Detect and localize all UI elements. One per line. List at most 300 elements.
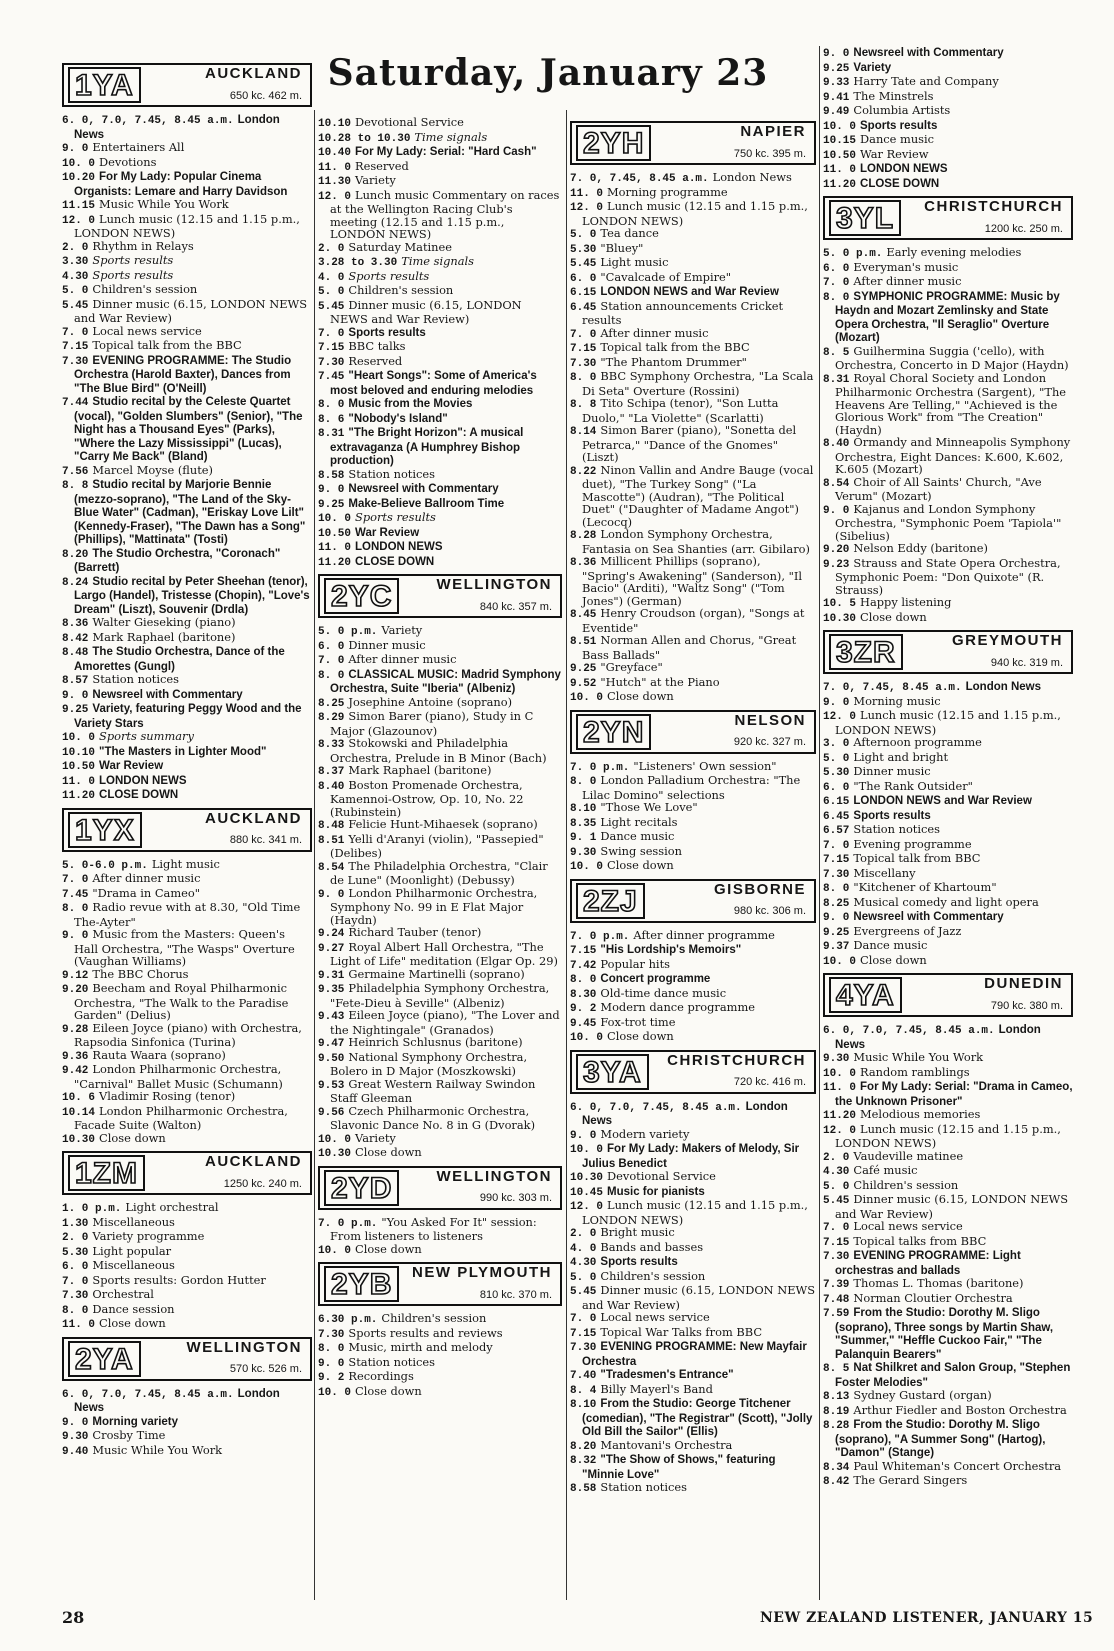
- program-title: London News: [74, 114, 280, 141]
- program-time: 7.44: [62, 397, 89, 409]
- program-time: 9. 0: [318, 888, 345, 901]
- station-frequency: 880 kc. 341 m.: [229, 834, 302, 846]
- program-title: Dinner music (6.15, LONDON NEWS and War Review): [74, 296, 308, 325]
- program-title: The Studio Orchestra, "Coronach" (Barrett): [74, 547, 281, 574]
- program-entry: [570, 972, 816, 987]
- station-callsign: 2ZJ: [576, 883, 645, 919]
- program-title: Miscellaneous: [92, 1258, 175, 1272]
- program-time: 7.30: [318, 1328, 345, 1341]
- program-time: 7.45: [62, 888, 89, 901]
- program-title: Ninon Vallin and Andre Bauge (vocal duet), "The Turkey Song" ("La Mascotte") (Audran), "The Political Duet" ("Daughter of Madame Angot") (Lecocq): [582, 462, 814, 529]
- program-entry: [318, 1132, 562, 1147]
- program-title: Close down: [99, 1130, 166, 1145]
- program-entry: [318, 1327, 562, 1342]
- program-entry: [62, 1090, 312, 1105]
- program-entry: [62, 759, 312, 774]
- program-entry: [62, 113, 312, 141]
- program-time: 6. 0, 7.0, 7.45, 8.45 a.m.: [62, 1388, 234, 1401]
- program-title: Station notices: [600, 1480, 687, 1494]
- station-city: NAPIER: [740, 123, 806, 140]
- station-header: [62, 63, 312, 107]
- program-entry: [823, 1277, 1073, 1292]
- program-title: Children's session: [381, 1311, 487, 1325]
- program-entry: [62, 339, 312, 354]
- program-time: 6.30 p.m.: [318, 1314, 378, 1326]
- program-time: 1.30: [62, 1217, 89, 1230]
- program-entry: [823, 1108, 1073, 1123]
- station-frequency: 1250 kc. 240 m.: [223, 1177, 302, 1190]
- program-time: 9.45: [570, 1017, 597, 1030]
- program-time: 7. 0: [823, 277, 850, 289]
- program-time: 7. 0: [62, 1275, 89, 1288]
- program-time: 8.33: [318, 739, 345, 751]
- program-entry: [318, 511, 562, 526]
- program-time: 2. 0: [62, 241, 89, 254]
- program-title: Modern dance programme: [600, 1000, 755, 1014]
- program-title: Everyman's music: [853, 259, 959, 274]
- program-time: 6. 0, 7.0, 7.45, 8.45 a.m.: [823, 1025, 995, 1037]
- program-title: Close down: [355, 1383, 422, 1398]
- program-entry: [62, 354, 312, 396]
- program-title: Sports results: [348, 268, 430, 283]
- program-entry: [62, 240, 312, 255]
- program-entry: [823, 680, 1073, 695]
- program-time: 9. 0: [570, 1129, 597, 1142]
- station-callsign: 3YL: [829, 200, 901, 236]
- program-entry: [318, 299, 562, 326]
- program-title: Norman Allen and Chorus, "Great Bass Ballads": [582, 633, 797, 662]
- program-title: Music While You Work: [92, 1442, 223, 1457]
- program-title: Devotional Service: [355, 115, 464, 129]
- program-title: Morning variety: [92, 1415, 179, 1428]
- column-2: [318, 116, 562, 1399]
- program-time: 12. 0: [570, 1201, 604, 1213]
- program-title: LONDON NEWS: [355, 541, 443, 553]
- program-time: 7.48: [823, 1293, 850, 1306]
- program-title: The Minstrels: [853, 88, 934, 103]
- program-title: "Bluey": [600, 240, 644, 255]
- program-time: 7.15: [823, 1236, 850, 1249]
- program-title: Rauta Waara (soprano): [92, 1047, 226, 1062]
- program-time: 8. 0: [570, 372, 597, 384]
- program-entry: [62, 616, 312, 631]
- station-frequency: 1200 kc. 250 m.: [984, 222, 1063, 235]
- program-title: Close down: [607, 858, 674, 872]
- station-callsign: 1YX: [68, 812, 142, 848]
- program-entry: [570, 607, 816, 634]
- program-entry: [570, 1311, 816, 1326]
- program-title: "Kitchener of Khartoum": [853, 880, 997, 894]
- program-time: 9. 0: [62, 689, 89, 702]
- program-title: Topical War Talks from BBC: [600, 1324, 763, 1339]
- program-time: 5.30: [570, 243, 597, 256]
- program-time: 5.30: [823, 767, 850, 779]
- program-entry: [318, 968, 562, 983]
- program-time: 9.33: [823, 77, 850, 89]
- program-entry: [62, 774, 312, 789]
- station-section: [823, 630, 1073, 968]
- program-time: 9.27: [318, 942, 345, 955]
- program-title: Light recitals: [600, 814, 678, 829]
- program-title: From the Studio: Dorothy M. Sligo (soprano), "A Summer Song" (Hartog), "Damon" (Stange): [835, 1419, 1046, 1459]
- program-time: 10.50: [62, 761, 96, 773]
- program-title: Topical talk from the BBC: [600, 340, 750, 354]
- program-title: Billy Mayerl's Band: [600, 1381, 713, 1396]
- program-title: Rhythm in Relays: [92, 238, 194, 253]
- program-entry: [823, 1418, 1073, 1460]
- program-time: 11. 0: [823, 1082, 857, 1094]
- program-time: 9.24: [318, 928, 345, 940]
- program-time: 9. 1: [570, 832, 597, 844]
- program-time: 8.13: [823, 1391, 850, 1403]
- program-time: 7.15: [570, 945, 597, 957]
- program-title: EVENING PROGRAMME: Light orchestras and ballads: [835, 1250, 1021, 1277]
- program-time: 8.40: [318, 780, 345, 793]
- station-frequency: 650 kc. 462 m.: [229, 89, 302, 102]
- program-time: 8. 4: [570, 1384, 597, 1397]
- program-entry: [318, 497, 562, 512]
- program-entry: [318, 1356, 562, 1371]
- program-entry: [570, 1453, 816, 1481]
- program-entry: [318, 982, 562, 1009]
- program-time: 8.35: [570, 817, 597, 830]
- program-entry: [570, 1016, 816, 1031]
- program-time: 7.39: [823, 1279, 850, 1291]
- program-title: National Symphony Orchestra, Bolero in D Major (Moszkowski): [330, 1049, 528, 1078]
- program-title: LONDON NEWS and War Review: [853, 795, 1032, 807]
- program-time: 10.28 to 10.30: [318, 132, 411, 145]
- program-time: 9.56: [318, 1106, 345, 1119]
- program-title: Swing session: [600, 843, 682, 858]
- program-time: 4. 0: [570, 1242, 597, 1255]
- program-entry: [570, 271, 816, 286]
- station-callsign: 2YA: [68, 1341, 141, 1377]
- program-time: 8. 8: [62, 480, 89, 492]
- program-entry: [62, 673, 312, 688]
- program-title: Evening programme: [853, 836, 972, 851]
- program-time: 12. 0: [318, 190, 352, 203]
- program-title: London Philharmonic Orchestra, Facade Suite (Walton): [74, 1103, 288, 1132]
- program-time: 8. 5: [823, 1363, 850, 1375]
- program-entry: [823, 162, 1073, 177]
- program-time: 7.30: [62, 1290, 89, 1302]
- program-entry: [570, 1241, 816, 1256]
- program-time: 8. 5: [823, 346, 850, 359]
- station-city: NEW PLYMOUTH: [412, 1264, 552, 1281]
- program-entry: [570, 464, 816, 529]
- program-time: 10.45: [570, 1186, 604, 1199]
- station-header: [318, 1262, 562, 1306]
- program-title: Dinner music (6.15, LONDON NEWS and War Review): [330, 297, 522, 326]
- program-entry: [823, 809, 1073, 824]
- station-section: [823, 46, 1073, 191]
- station-frequency: 720 kc. 416 m.: [733, 1076, 806, 1088]
- program-title: War Review: [99, 760, 164, 772]
- program-title: London Philharmonic Orchestra, "Carnival" Ballet Music (Schumann): [74, 1062, 283, 1091]
- program-title: "Listeners' Own session": [633, 758, 777, 773]
- program-title: Close down: [607, 1029, 674, 1043]
- program-time: 8.14: [570, 426, 597, 438]
- station-section: [570, 710, 816, 874]
- program-entry: [62, 1387, 312, 1415]
- program-entry: [318, 1312, 562, 1327]
- program-title: "Those We Love": [600, 800, 698, 814]
- program-title: Local news service: [853, 1219, 963, 1233]
- program-entry: [570, 300, 816, 327]
- program-title: Norman Cloutier Orchestra: [853, 1290, 1013, 1305]
- program-time: 8.58: [570, 1483, 597, 1495]
- program-time: 10. 0: [62, 157, 96, 170]
- program-entry: [318, 270, 562, 285]
- program-entry: [570, 1368, 816, 1383]
- program-entry: [823, 148, 1073, 163]
- program-time: 9.28: [62, 1023, 89, 1036]
- program-entry: [318, 1341, 562, 1356]
- program-entry: [823, 75, 1073, 90]
- program-title: Great Western Railway Swindon Staff Gleeman: [330, 1076, 536, 1105]
- program-title: Newsreel with Commentary: [853, 47, 1004, 59]
- program-entry: [823, 1361, 1073, 1389]
- program-time: 9.52: [570, 677, 597, 690]
- program-title: Mark Raphael (baritone): [348, 763, 492, 777]
- program-time: 10. 5: [823, 598, 857, 610]
- station-section: [823, 973, 1073, 1489]
- program-entry: [62, 645, 312, 673]
- program-entry: [318, 189, 562, 241]
- program-entry: [570, 1170, 816, 1185]
- program-title: Children's session: [348, 283, 454, 297]
- program-title: Station notices: [348, 1354, 435, 1369]
- program-time: 5. 0: [570, 1271, 597, 1284]
- program-title: Dinner music (6.15, LONDON NEWS and War Review): [582, 1283, 816, 1312]
- program-title: Studio recital by the Celeste Quartet (vocal), "Golden Slumbers" (Senior), "The Night has a Thousand Eyes" (Parks), "Where the Lazy Mississippi" (Lucas), "Carry Me Back" (Bland): [74, 396, 303, 463]
- station-header: [823, 973, 1073, 1017]
- program-entry: [823, 794, 1073, 809]
- program-title: Sports results: [355, 510, 436, 524]
- program-title: The Philadelphia Orchestra, "Clair de Lune" (Moonlight) (Debussy): [330, 858, 548, 887]
- station-city: GREYMOUTH: [952, 632, 1063, 649]
- program-title: CLOSE DOWN: [99, 789, 179, 801]
- program-title: Time signals: [401, 254, 475, 268]
- program-title: Czech Philharmonic Orchestra, Slavonic Dance No. 8 in G (Dvorak): [330, 1103, 536, 1132]
- program-time: 11.20: [318, 556, 352, 569]
- program-time: 10. 0: [823, 120, 857, 133]
- program-entry: [823, 246, 1073, 261]
- program-entry: [823, 61, 1073, 76]
- program-time: 11. 0: [62, 775, 96, 788]
- program-time: 10. 0: [823, 955, 857, 968]
- program-title: Sydney Gustard (organ): [853, 1388, 992, 1402]
- program-time: 9.25: [823, 62, 850, 75]
- station-section: [570, 1050, 816, 1496]
- program-entry: [62, 1274, 312, 1289]
- program-entry: [823, 736, 1073, 751]
- program-title: Sports results: [348, 326, 426, 339]
- program-title: Variety: [355, 1130, 396, 1145]
- program-title: Melodious memories: [860, 1107, 981, 1121]
- program-entry: [318, 1051, 562, 1078]
- program-title: Royal Choral Society and London Philharmonic Orchestra (Sargent), "The Heavens Are Telling," "Achieved is the Glorious Work" from "The Creation" (Haydn): [835, 370, 1067, 437]
- program-entry: [62, 730, 312, 745]
- program-time: 7. 0: [318, 655, 345, 667]
- program-time: 5.45: [570, 1286, 597, 1298]
- station-section: [318, 1262, 562, 1399]
- program-time: 6.45: [823, 810, 850, 823]
- station-callsign: 2YH: [576, 125, 651, 161]
- program-title: Josephine Antoine (soprano): [348, 694, 513, 709]
- program-time: 11. 0: [318, 542, 352, 554]
- program-time: 10. 0: [318, 1133, 352, 1146]
- program-entry: [570, 929, 816, 944]
- program-time: 10.30: [823, 612, 857, 625]
- program-entry: [318, 764, 562, 779]
- program-entry: [318, 116, 562, 131]
- program-title: Random ramblings: [860, 1064, 970, 1079]
- program-title: EVENING PROGRAMME: The Studio Orchestra (Harold Baxter), Dances from "The Blue Bird" (O'Neill): [74, 354, 292, 395]
- program-entry: [318, 540, 562, 555]
- program-entry: [318, 355, 562, 370]
- program-time: 10.30: [318, 1148, 352, 1160]
- program-title: Henry Croudson (organ), "Songs at Eventide": [582, 606, 805, 635]
- program-title: Sports results: [860, 119, 938, 132]
- program-time: 9.40: [62, 1445, 89, 1458]
- program-entry: [823, 1150, 1073, 1165]
- program-time: 8. 0: [318, 669, 345, 682]
- program-entry: [823, 1051, 1073, 1066]
- program-time: 8.25: [823, 897, 850, 910]
- program-time: 5.45: [570, 258, 597, 270]
- program-title: LONDON NEWS: [99, 774, 187, 787]
- program-title: Light music: [151, 856, 220, 871]
- program-time: 10. 0: [318, 1386, 352, 1399]
- program-time: 6. 0: [318, 640, 345, 653]
- program-time: 7. 0: [823, 1222, 850, 1234]
- program-entry: [318, 1216, 562, 1243]
- program-time: 7.30: [570, 357, 597, 370]
- station-frequency: 750 kc. 395 m.: [733, 147, 806, 160]
- program-entry: [318, 160, 562, 175]
- program-title: For My Lady: Makers of Melody, Sir Julius Benedict: [582, 1143, 800, 1170]
- station-callsign: 3YA: [576, 1054, 649, 1090]
- station-section: [570, 121, 816, 705]
- program-title: Philadelphia Symphony Orchestra, "Fete-Dieu à Seville" (Albeniz): [330, 981, 550, 1010]
- program-entry: [318, 145, 562, 160]
- station-city: AUCKLAND: [205, 1153, 302, 1170]
- program-time: 4. 0: [318, 271, 345, 284]
- program-time: 8.36: [62, 618, 89, 630]
- program-time: 8.20: [62, 548, 89, 561]
- program-title: Crosby Time: [92, 1428, 166, 1442]
- program-time: 9.31: [318, 969, 345, 982]
- column-4: [823, 46, 1073, 1489]
- program-title: Mantovani's Orchestra: [600, 1437, 733, 1452]
- program-entry: [62, 395, 312, 464]
- station-city: WELLINGTON: [436, 576, 552, 593]
- program-title: Sports results: [853, 809, 931, 822]
- program-time: 5. 0: [823, 752, 850, 765]
- program-time: 11.15: [62, 200, 96, 212]
- program-title: "Drama in Cameo": [92, 885, 200, 900]
- station-frequency: 940 kc. 319 m.: [990, 656, 1063, 669]
- program-entry: [823, 1292, 1073, 1307]
- program-time: 6.45: [570, 301, 597, 314]
- program-entry: [62, 283, 312, 298]
- program-time: 10.20: [62, 172, 96, 184]
- program-title: For My Lady: Serial: "Hard Cash": [355, 146, 537, 158]
- program-entry: [823, 881, 1073, 896]
- program-time: 9.37: [823, 941, 850, 953]
- program-entry: [823, 1193, 1073, 1220]
- station-header: [570, 1050, 816, 1094]
- program-title: Arthur Fiedler and Boston Orchestra: [853, 1402, 1067, 1417]
- program-entry: [318, 412, 562, 427]
- program-entry: [62, 702, 312, 730]
- program-time: 7.30: [62, 355, 89, 368]
- program-time: 9.42: [62, 1065, 89, 1077]
- station-header: [823, 630, 1073, 674]
- program-entry: [62, 1230, 312, 1245]
- program-title: Millicent Phillips (soprano), "Spring's Awakening" (Sanderson), "Il Bacio" (Arditi), "Waltz Song" ("Tom Jones") (German): [582, 554, 802, 608]
- program-title: Eileen Joyce (piano) with Orchestra, Rapsodia Sinfonica (Turina): [74, 1020, 302, 1049]
- program-entry: [570, 801, 816, 816]
- program-entry: [570, 1481, 816, 1496]
- program-title: Close down: [860, 952, 927, 967]
- program-entry: [62, 575, 312, 617]
- program-time: 2. 0: [318, 242, 345, 255]
- program-time: 6. 0: [62, 1261, 89, 1273]
- program-time: 8.10: [570, 1399, 597, 1411]
- program-time: 9. 0: [318, 1357, 345, 1370]
- program-time: 11.20: [823, 1110, 857, 1122]
- program-title: Musical comedy and light opera: [853, 894, 1039, 909]
- program-entry: [62, 269, 312, 284]
- program-time: 7.15: [62, 341, 89, 353]
- program-title: The Gerard Singers: [853, 1473, 968, 1487]
- program-entry: [570, 1185, 816, 1200]
- program-time: 7.30: [318, 356, 345, 369]
- program-title: Lunch music (12.15 and 1.15 p.m., LONDON NEWS): [582, 199, 808, 228]
- station-callsign: 1YA: [68, 67, 141, 103]
- program-time: 8.54: [823, 477, 850, 490]
- program-title: Saturday Matinee: [348, 239, 452, 254]
- program-entry: [318, 255, 562, 270]
- program-time: 9.25: [823, 926, 850, 939]
- program-title: Devotional Service: [607, 1169, 716, 1183]
- program-time: 10. 0: [570, 861, 604, 873]
- program-entry: [823, 119, 1073, 134]
- program-entry: [570, 958, 816, 973]
- program-title: "Heart Songs": Some of America's most beloved and enduring melodies: [330, 370, 537, 397]
- program-title: Music, mirth and melody: [348, 1340, 493, 1354]
- program-title: Studio recital by Marjorie Bennie (mezzo-soprano), "The Land of the Sky-Blue Water" (Cadman), "Eriskay Love Lilt" (Kennedy-Fraser), "The Dawn has a Song" (Phillips), "Mattinata" (Tosti): [74, 479, 306, 546]
- program-time: 5.45: [62, 299, 89, 312]
- program-time: 10.50: [823, 149, 857, 162]
- program-title: Dance music: [860, 132, 935, 146]
- program-title: Light orchestral: [125, 1200, 219, 1214]
- program-time: 8.48: [62, 647, 89, 659]
- program-title: Close down: [99, 1316, 166, 1330]
- program-title: Light popular: [92, 1243, 172, 1258]
- program-entry: [318, 653, 562, 668]
- program-time: 2. 0: [62, 1232, 89, 1244]
- program-title: Bands and basses: [600, 1239, 704, 1254]
- program-entry: [823, 476, 1073, 503]
- program-title: Topical talk from BBC: [853, 851, 981, 865]
- program-title: After dinner music: [853, 274, 962, 288]
- program-title: Mark Raphael (baritone): [92, 629, 236, 644]
- program-time: 10.10: [318, 118, 352, 130]
- program-title: Studio recital by Peter Sheehan (tenor), Largo (Handel), Tristesse (Chopin), "Love's Dream" (Liszt), Souvenir (Drdla): [74, 575, 310, 616]
